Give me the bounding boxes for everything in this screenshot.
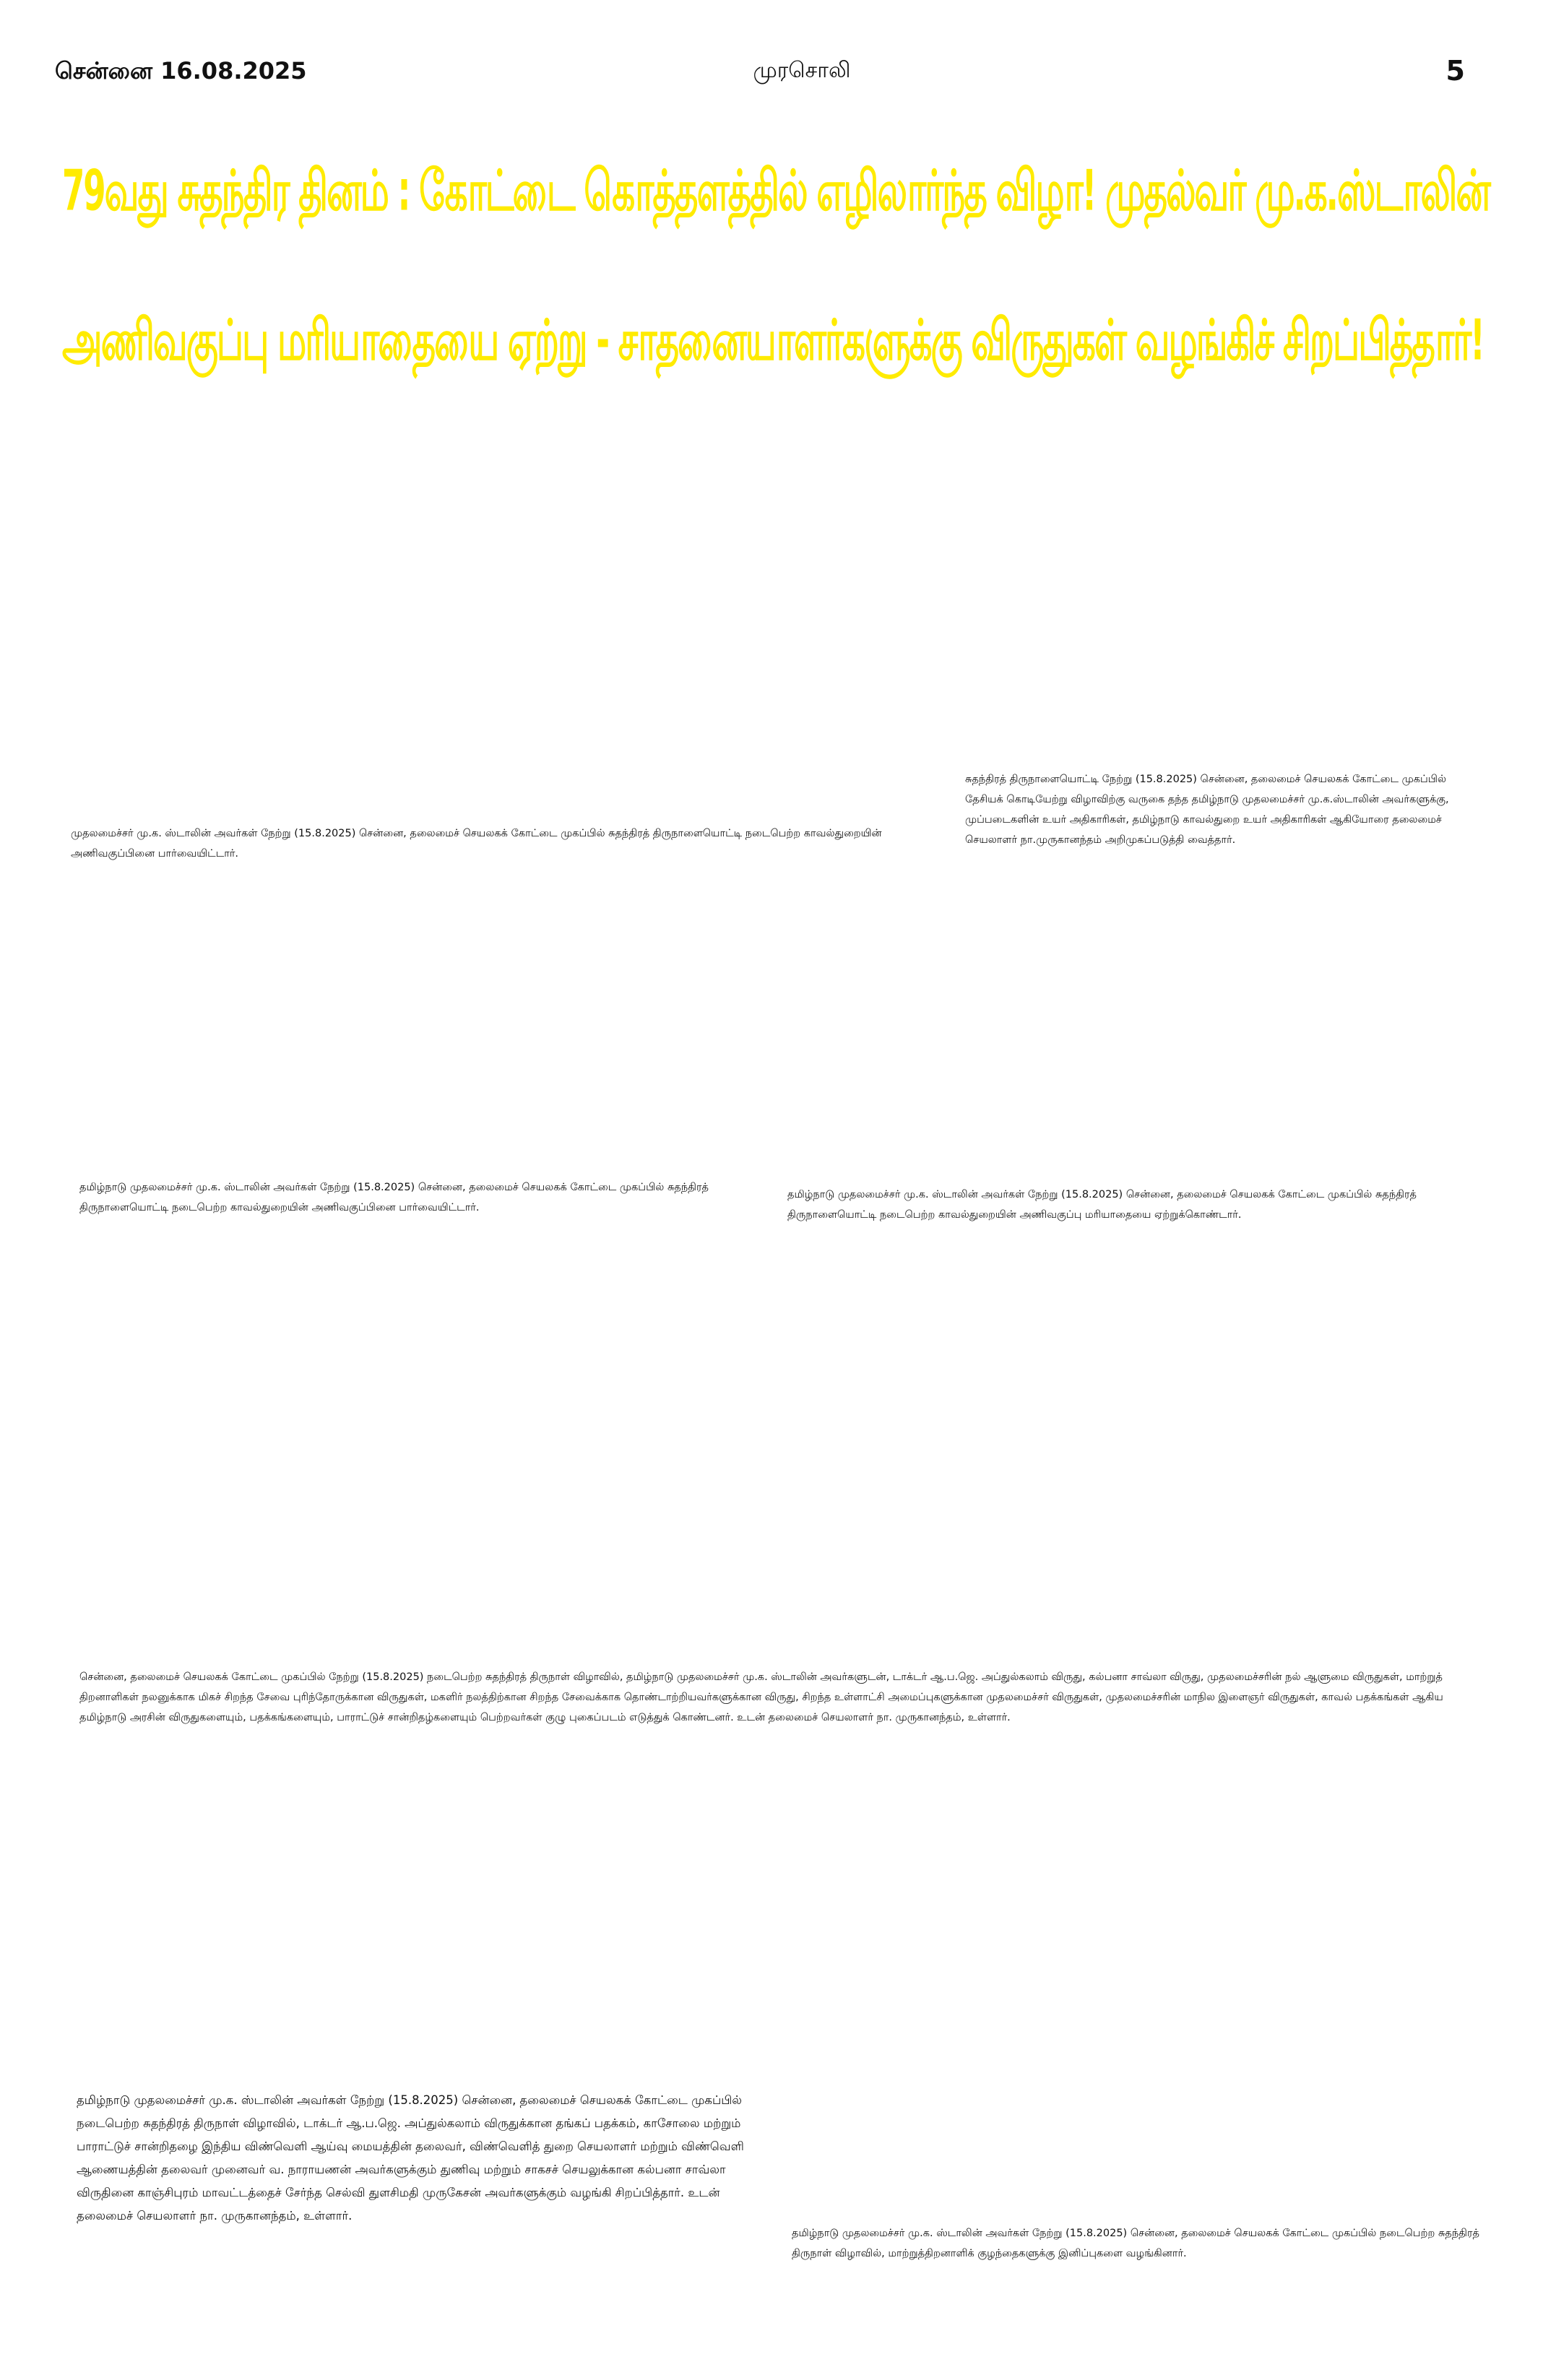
caption-4: தமிழ்நாடு முதலமைச்சர் மு.க. ஸ்டாலின் அவர்கள் நேற்று (15.8.2025) சென்னை, தலைமைச் செயலகக் கோட்டை முகப்பில் சுதந்திரத் திருநாளையொட்டி நடைபெற்ற காவல்துறையின் அணிவகுப்பு மரியாதையை ஏற்றுக்கொண்டார். <box>787 1189 1417 1221</box>
photo-1 <box>65 412 939 816</box>
caption-7: தமிழ்நாடு முதலமைச்சர் மு.க. ஸ்டாலின் அவர்கள் நேற்று (15.8.2025) சென்னை, தலைமைச் செயலகக் கோட்டை முகப்பில் நடைபெற்ற சுதந்திரத் திருநாள் விழாவில், மாற்றுத்திறனாளிக் குழந்தைகளுக்கு இனிப்புகளை வழங்கினார். <box>792 2228 1479 2259</box>
photo-2 <box>961 412 1481 766</box>
headline-line-1: 79வது சுதந்திர தினம் : கோட்டை கொத்தளத்தில் எழிலார்ந்த விழா! முதல்வர் மு.க.ஸ்டாலின் <box>62 158 1490 224</box>
caption-2: சுதந்திரத் திருநாளையொட்டி நேற்று (15.8.2025) சென்னை, தலைமைச் செயலகக் கோட்டை முகப்பில் தேசியக் கொடியேற்று விழாவிற்கு வருகை தந்த தமிழ்நாடு முதலமைச்சர் மு.க.ஸ்டாலின் அவர்களுக்கு, முப்படைகளின் உயர் அதிகாரிகள், தமிழ்நாடு காவல்துறை உயர் அதிகாரிகள் ஆகியோரை தலைமைச் செயலாளர் நா.முருகானந்தம் அறிமுகப்படுத்தி வைத்தார். <box>965 774 1449 846</box>
photo-3 <box>65 881 744 1185</box>
caption-1: முதலமைச்சர் மு.க. ஸ்டாலின் அவர்கள் நேற்று (15.8.2025) சென்னை, தலைமைச் செயலகக் கோட்டை முகப்பில் சுதந்திரத் திருநாளையொட்டி நடைபெற்ற காவல்துறையின் அணிவகுப்பினை பார்வையிட்டார். <box>71 828 882 860</box>
headline-line-2: அணிவகுப்பு மரியாதையை ஏற்று - சாதனையாளர்களுக்கு விருதுகள் வழங்கிச் சிறப்பித்தார்! <box>62 308 1484 373</box>
photo-6 <box>65 1784 758 2087</box>
caption-5: சென்னை, தலைமைச் செயலகக் கோட்டை முகப்பில் நேற்று (15.8.2025) நடைபெற்ற சுதந்திரத் திருநாள் விழாவில், தமிழ்நாடு முதலமைச்சர் மு.க. ஸ்டாலின் அவர்களுடன், டாக்டர் ஆ.ப.ஜெ. அப்துல்கலாம் விருது, கல்பனா சாவ்லா விருது, முதலமைச்சரின் நல் ஆளுமை விருதுகள், மாற்றுத் திறனாளிகள் நலனுக்காக மிகச் சிறந்த சேவை புரிந்தோருக்கான விருதுகள், மகளிர் நலத்திற்கான சிறந்த சேவைக்காக தொண்டாற்றியவர்களுக்கான விருது, சிறந்த உள்ளாட்சி அமைப்புகளுக்கான முதலமைச்சர் விருதுகள், முதலமைச்சரின் மாநில இளைஞர் விருதுகள், காவல் பதக்கங்கள் ஆகிய தமிழ்நாடு அரசின் விருதுகளையும், பதக்கங்களையும், பாராட்டுச் சான்றிதழ்களையும் பெற்றவர்கள் குழு புகைப்படம் எடுத்துக் கொண்டனர். உடன் தலைமைச் செயலாளர் நா. முருகானந்தம், உள்ளார். <box>79 1671 1443 1723</box>
caption-3: தமிழ்நாடு முதலமைச்சர் மு.க. ஸ்டாலின் அவர்கள் நேற்று (15.8.2025) சென்னை, தலைமைச் செயலகக் கோட்டை முகப்பில் சுதந்திரத் திருநாளையொட்டி நடைபெற்ற காவல்துறையின் அணிவகுப்பினை பார்வையிட்டார். <box>79 1182 709 1213</box>
caption-6: தமிழ்நாடு முதலமைச்சர் மு.க. ஸ்டாலின் அவர்கள் நேற்று (15.8.2025) சென்னை, தலைமைச் செயலகக் கோட்டை முகப்பில் நடைபெற்ற சுதந்திரத் திருநாள் விழாவில், டாக்டர் ஆ.ப.ஜெ. அப்துல்கலாம் விருதுக்கான தங்கப் பதக்கம், காசோலை மற்றும் பாராட்டுச் சான்றிதழை இந்திய விண்வெளி ஆய்வு மையத்தின் தலைவர், விண்வெளித் துறை செயலாளர் மற்றும் விண்வெளி ஆணையத்தின் தலைவர் முனைவர் வ. நாராயணன் அவர்களுக்கும் துணிவு மற்றும் சாகசச் செயலுக்கான கல்பனா சாவ்லா விருதினை காஞ்சிபுரம் மாவட்டத்தைச் சேர்ந்த செல்வி துளசிமதி முருகேசன் அவர்களுக்கும் வழங்கி சிறப்பித்தார். உடன் தலைமைச் செயலாளர் நா. முருகானந்தம், உள்ளார். <box>77 2093 744 2223</box>
photo-7 <box>787 1784 1481 2217</box>
date-line: சென்னை 16.08.2025 <box>55 57 307 85</box>
page-number: 5 <box>1445 55 1465 87</box>
photo-5 <box>65 1242 1481 1647</box>
paper-name: முரசொலி <box>753 58 851 83</box>
photo-4 <box>780 881 1481 1185</box>
